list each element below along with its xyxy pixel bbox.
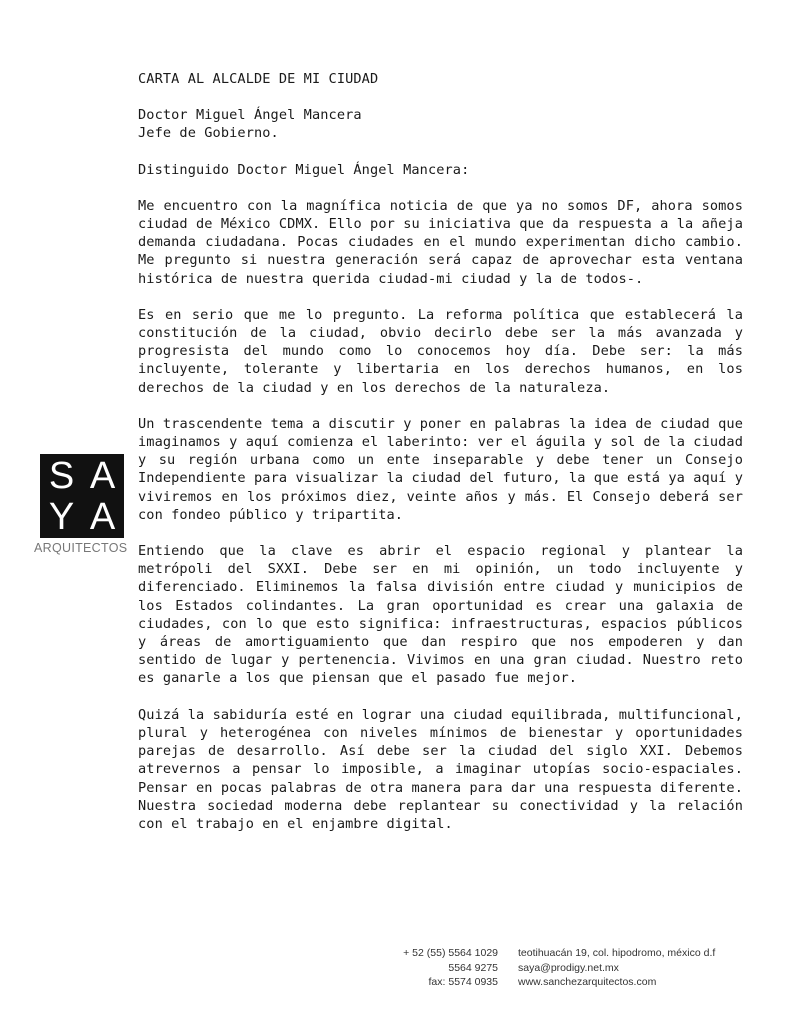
logo-letter: A <box>83 497 122 536</box>
recipient-block <box>138 106 743 142</box>
phone-number: 5564 9275 <box>448 961 498 974</box>
letter-body <box>138 70 743 851</box>
logo-letter: A <box>83 456 122 495</box>
recipient-role: Jefe de Gobierno. <box>138 125 279 142</box>
postal-address: teotihuacán 19, col. hipodromo, méxico d.f <box>518 947 716 959</box>
logo-letter: Y <box>42 497 81 536</box>
logo-letter: S <box>42 456 81 495</box>
letterhead-footer <box>380 946 760 990</box>
email-address: saya@prodigy.net.mx <box>518 961 619 974</box>
phone-number: + 52 (55) 5564 1029 <box>403 947 498 959</box>
paragraph-1: Me encuentro con la magnífica noticia de que ya no somos DF, ahora somos ciudad de México CDMX. Ello por su iniciativa que da respuesta a la añeja demanda ciudadana. Pocas ciudades en el mundo experimentan dicho cambio. Me pregunto si nuestra generación será capaz de aprovechar esta ventana histórica de nuestra querida ciudad-mi ciudad y la de todos-. <box>138 197 743 287</box>
contact-block <box>518 946 715 990</box>
salutation: Distinguido Doctor Miguel Ángel Mancera: <box>138 161 470 178</box>
paragraph-2: Es en serio que me lo pregunto. La reforma política que establecerá la constitución de la ciudad, obvio decirlo debe ser la más avanzada y progresista del mundo como lo conocemos hoy día. Debe ser: la más incluyente, tolerante y libertaria en los derechos humanos, en los derechos de la ciudad y en los derechos de la naturaleza. <box>138 306 743 396</box>
paragraph-5: Quizá la sabiduría esté en lograr una ciudad equilibrada, multifuncional, plural y heterogénea con niveles mínimos de bienestar y oportunidades parejas de desarrollo. Así debe ser la ciudad del siglo XXI. Debemos atrevernos a pensar lo imposible, a imaginar utopías socio-espaciales. Pensar en pocas palabras de otra manera para dar una respuesta diferente. Nuestra sociedad moderna debe replantear su conectividad y la relación con el trabajo en el enjambre digital. <box>138 706 743 832</box>
logo-mark <box>40 454 124 538</box>
saya-logo <box>34 454 126 555</box>
website: www.sanchezarquitectos.com <box>518 976 657 989</box>
paragraph-4: Entiendo que la clave es abrir el espacio regional y plantear la metrópoli del SXXI. Debe ser en mi opinión, un todo incluyente y diferenciado. Eliminemos la falsa división entre ciudad y municipios de los Estados colindantes. La gran oportunidad es crear una galaxia de ciudades, con lo que esto significa: infraestructuras, espacios públicos y áreas de amortiguamiento que dan respiro que nos empoderen y dan sentido de lugar y pertenencia. Vivimos en una gran ciudad. Nuestro reto es ganarle a los que piensan que el pasado fue mejor. <box>138 543 743 687</box>
phone-block <box>380 946 518 990</box>
letter-title: CARTA AL ALCALDE DE MI CIUDAD <box>138 71 379 87</box>
paragraph-3: Un trascendente tema a discutir y poner en palabras la idea de ciudad que imaginamos y aquí comienza el laberinto: ver el águila y sol de la ciudad y su región urbana como un ente inseparable y debe tener un Consejo Independiente para visualizar la ciudad del futuro, la que está ya aquí y viviremos en los próximos diez, veinte años y más. El Consejo deberá ser con fondeo público y tripartita. <box>138 415 743 523</box>
recipient-name: Doctor Miguel Ángel Mancera <box>138 107 362 124</box>
logo-subtitle: ARQUITECTOS <box>34 541 128 555</box>
fax-number: fax: 5574 0935 <box>428 976 498 989</box>
